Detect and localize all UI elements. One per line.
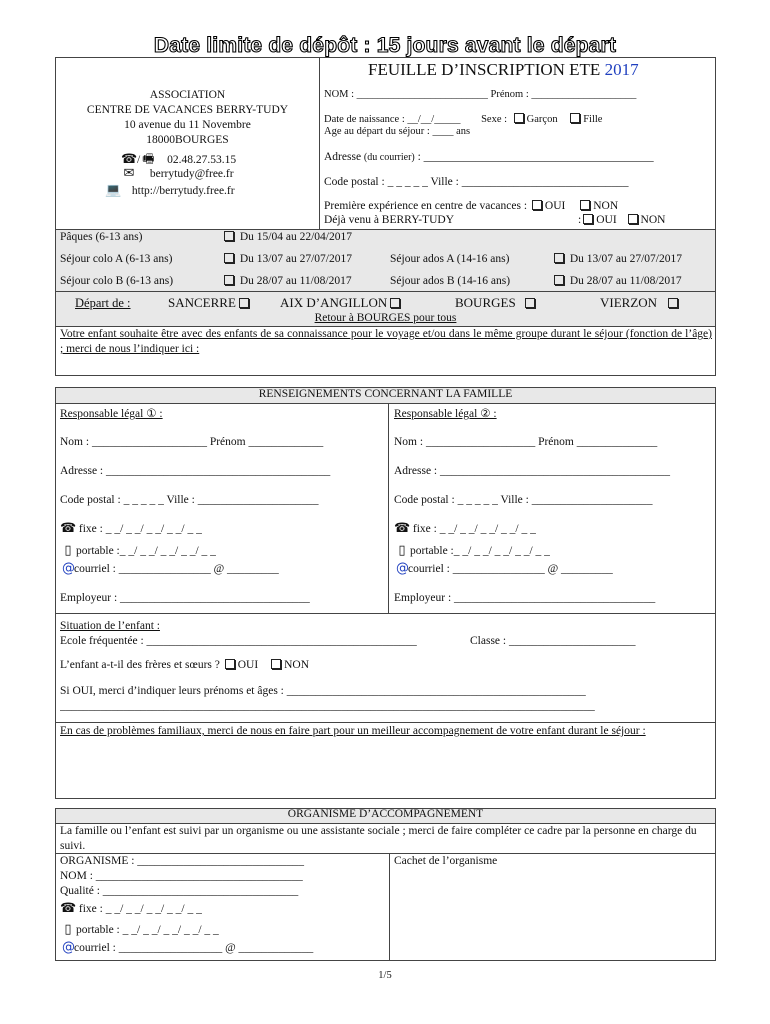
- siblings-details-field[interactable]: Si OUI, merci d’indiquer leurs prénoms et âges : ____________________________________________________: [60, 685, 586, 697]
- checkbox-icon[interactable]: [224, 275, 234, 285]
- organisme-fixe-row: [60, 901, 202, 916]
- checkbox-icon[interactable]: [514, 113, 524, 123]
- checkbox-icon[interactable]: [390, 298, 400, 308]
- phone-icon: ☎: [121, 152, 138, 167]
- checkbox-icon[interactable]: [583, 214, 593, 224]
- resp1-name-field[interactable]: Nom : ____________________ Prénom _____________: [60, 436, 324, 448]
- page-number: 1/5: [378, 970, 392, 981]
- sex-label: Sexe :: [481, 114, 508, 125]
- souhait-text: Votre enfant souhaite être avec des enfants de sa connaissance pour le voyage et/ou dans le même groupe durant le séjour (fonction de l’âge) ; merci de nous l’indiquer ici :: [60, 328, 712, 355]
- experience-label: Première expérience en centre de vacances :: [324, 200, 528, 212]
- resp2-employeur-field[interactable]: Employeur : ___________________________________: [394, 592, 656, 604]
- fax-icon: 🖷: [142, 152, 155, 167]
- ecole-field[interactable]: Ecole fréquentée : _______________________________________________: [60, 635, 417, 647]
- association-email-row: [121, 166, 234, 181]
- association-email[interactable]: berrytudy@free.fr: [149, 168, 234, 180]
- deja-venu-row: [324, 214, 454, 226]
- mobile-icon: ▯: [64, 922, 72, 937]
- retour-note: Retour à BOURGES pour tous: [314, 312, 457, 324]
- resp2-postal-field[interactable]: Code postal : _ _ _ _ _ Ville : _____________________: [394, 494, 653, 506]
- organisme-courriel-row: [62, 940, 313, 955]
- organisme-fixe-field[interactable]: fixe : _ _/ _ _/ _ _/ _ _/ _ _: [78, 903, 202, 915]
- resp2-fixe-field[interactable]: fixe : _ _/ _ _/ _ _/ _ _/ _ _: [412, 523, 536, 535]
- computer-icon: 💻: [105, 183, 122, 198]
- sejour-ados-a-dates: Du 13/07 au 27/07/2017: [569, 253, 682, 265]
- association-phone: 02.48.27.53.15: [167, 154, 237, 166]
- sejour-paques-dates-row: [224, 231, 352, 243]
- sejour-paques: Pâques (6-13 ans): [60, 231, 143, 243]
- birth-date-field[interactable]: Date de naissance : __/__/_____: [324, 114, 461, 125]
- checkbox-icon[interactable]: [580, 200, 590, 210]
- checkbox-icon[interactable]: [532, 200, 542, 210]
- resp1-title: Responsable légal ① :: [60, 408, 163, 420]
- address-label: Adresse: [324, 151, 362, 163]
- experience-no: NON: [593, 200, 619, 212]
- classe-field[interactable]: Classe : ______________________: [470, 635, 636, 647]
- organisme-portable-field[interactable]: portable : _ _/ _ _/ _ _/ _ _/ _ _: [76, 924, 219, 936]
- siblings-no: NON: [284, 659, 309, 671]
- checkbox-icon[interactable]: [224, 253, 234, 263]
- resp1-portable-field[interactable]: portable :_ _/ _ _/ _ _/ _ _/ _ _: [76, 545, 216, 557]
- siblings-row: [60, 659, 309, 671]
- experience-row: [324, 200, 618, 212]
- organisme-title: ORGANISME D’ACCOMPAGNEMENT: [287, 808, 484, 820]
- deja-venu-label: Déjà venu à BERRY-TUDY: [324, 214, 454, 226]
- form-title: [368, 60, 639, 80]
- checkbox-icon[interactable]: [570, 113, 580, 123]
- resp1-courriel-row: [62, 561, 279, 576]
- phone-icon: ☎: [60, 901, 77, 916]
- sejour-ados-b-dates-row: [554, 275, 682, 287]
- organisme-courriel-field[interactable]: courriel : __________________ @ _____________: [74, 942, 314, 954]
- resp2-name-field[interactable]: Nom : ___________________ Prénom ______________: [394, 436, 658, 448]
- at-icon: @: [62, 940, 75, 955]
- sejour-colo-b-dates-row: [224, 275, 352, 287]
- sejour-paques-dates: Du 15/04 au 22/04/2017: [239, 231, 352, 243]
- sejour-ados-b: Séjour ados B (14-16 ans): [390, 275, 511, 287]
- at-icon: @: [62, 561, 75, 576]
- organisme-contact-field[interactable]: NOM : ____________________________________: [60, 870, 303, 882]
- organisme-name-field[interactable]: ORGANISME : _____________________________: [60, 855, 305, 867]
- resp1-fixe-row: [60, 521, 202, 536]
- depart-bourges: BOURGES: [455, 295, 516, 310]
- organisme-intro: La famille ou l’enfant est suivi par un organisme ou une assistante sociale ; merci de faire compléter ce cadre par la personne en charge du suivi.: [60, 825, 697, 852]
- association-website[interactable]: http://berrytudy.free.fr: [131, 185, 235, 197]
- age-field[interactable]: Age au départ du séjour : ____ ans: [324, 126, 471, 137]
- cachet-label: Cachet de l’organisme: [394, 855, 498, 867]
- mobile-icon: ▯: [398, 543, 406, 558]
- depart-aix: AIX D’ANGILLON: [280, 295, 388, 310]
- sejour-colo-b: Séjour colo B (6-13 ans): [60, 275, 174, 287]
- association-web-row: [105, 183, 235, 198]
- sejour-ados-b-dates: Du 28/07 au 11/08/2017: [569, 275, 682, 287]
- checkbox-icon[interactable]: [554, 275, 564, 285]
- association-center: CENTRE DE VACANCES BERRY-TUDY: [86, 104, 289, 116]
- mail-icon: ✉: [123, 166, 135, 181]
- resp2-courriel-row: [396, 561, 613, 576]
- sejour-colo-a: Séjour colo A (6-13 ans): [60, 253, 173, 265]
- resp1-address-field[interactable]: Adresse : _______________________________________: [60, 465, 331, 477]
- phone-icon: ☎: [60, 521, 77, 536]
- birth-date-row: [324, 113, 602, 125]
- phone-icon: ☎: [394, 521, 411, 536]
- postal-city-field[interactable]: Code postal : _ _ _ _ _ Ville : _____________________________: [324, 176, 629, 188]
- checkbox-icon[interactable]: [554, 253, 564, 263]
- resp1-postal-field[interactable]: Code postal : _ _ _ _ _ Ville : _____________________: [60, 494, 319, 506]
- deja-venu-yes: OUI: [596, 214, 617, 226]
- checkbox-icon[interactable]: [239, 298, 249, 308]
- checkbox-icon[interactable]: [224, 231, 234, 241]
- association-phone-row: ☎/ 🖷 02.48.27.53.15: [121, 150, 236, 172]
- depart-aix-row: [280, 295, 403, 311]
- association-name: ASSOCIATION: [149, 89, 226, 101]
- address-field[interactable]: : ________________________________________: [417, 151, 654, 163]
- resp2-portable-field[interactable]: portable :_ _/ _ _/ _ _/ _ _/ _ _: [410, 545, 550, 557]
- child-name-field[interactable]: NOM : _________________________ Prénom : ____________________: [324, 89, 637, 100]
- checkbox-icon[interactable]: [525, 298, 535, 308]
- organisme-portable-row: [60, 922, 219, 937]
- sejour-colo-a-dates: Du 13/07 au 27/07/2017: [239, 253, 352, 265]
- checkbox-icon[interactable]: [668, 298, 678, 308]
- deadline-title: Date limite de dépôt : 15 jours avant le départ: [153, 34, 617, 57]
- famille-title: RENSEIGNEMENTS CONCERNANT LA FAMILLE: [258, 388, 513, 400]
- resp1-employeur-field[interactable]: Employeur : _________________________________: [60, 592, 310, 604]
- address-row: [324, 151, 654, 163]
- resp2-courriel-field[interactable]: courriel : ________________ @ _________: [408, 563, 613, 575]
- resp1-courriel-field[interactable]: courriel : ________________ @ _________: [74, 563, 279, 575]
- at-icon: @: [396, 561, 409, 576]
- resp2-title: Responsable légal ② :: [394, 408, 497, 420]
- siblings-yes: OUI: [237, 659, 259, 671]
- resp2-fixe-row: [394, 521, 536, 536]
- experience-yes: OUI: [544, 200, 566, 212]
- resp1-fixe-field[interactable]: fixe : _ _/ _ _/ _ _/ _ _/ _ _: [78, 523, 202, 535]
- resp2-address-field[interactable]: Adresse : ________________________________________: [394, 465, 670, 477]
- siblings-details-field-2[interactable]: _____________________________________________________________________________________________: [60, 700, 595, 712]
- depart-vierzon-row: [600, 295, 681, 311]
- sejour-ados-a-dates-row: [554, 253, 682, 265]
- resp1-portable-row: [60, 543, 216, 558]
- problemes-text: En cas de problèmes familiaux, merci de nous en faire part pour un meilleur accompagnement de votre enfant durant le séjour :: [60, 725, 646, 737]
- form-year: 2017: [604, 60, 639, 79]
- siblings-question: L’enfant a-t-il des frères et sœurs ?: [60, 659, 220, 671]
- sejour-ados-a: Séjour ados A (14-16 ans): [390, 253, 510, 265]
- organisme-qualite-field[interactable]: Qualité : __________________________________: [60, 885, 299, 897]
- association-street: 10 avenue du 11 Novembre: [124, 119, 251, 131]
- depart-sancerre-row: [168, 295, 252, 311]
- depart-label: Départ de :: [75, 296, 131, 310]
- form-title-text: FEUILLE D’INSCRIPTION ETE: [368, 60, 601, 79]
- depart-sancerre: SANCERRE: [168, 295, 236, 310]
- boy-option: Garçon: [526, 114, 558, 125]
- situation-title: Situation de l’enfant :: [60, 620, 160, 632]
- resp2-portable-row: [394, 543, 550, 558]
- association-city: 18000BOURGES: [146, 134, 229, 146]
- checkbox-icon[interactable]: [271, 659, 281, 669]
- depart-bourges-row: [455, 295, 538, 311]
- mobile-icon: ▯: [64, 543, 72, 558]
- depart-vierzon: VIERZON: [600, 295, 658, 310]
- girl-option: Fille: [583, 114, 603, 125]
- deja-venu-no: NON: [640, 214, 666, 226]
- deja-venu-options: : OUI NON: [578, 214, 666, 226]
- checkbox-icon[interactable]: [225, 659, 235, 669]
- address-note: (du courrier): [363, 152, 415, 163]
- checkbox-icon[interactable]: [628, 214, 638, 224]
- sejour-colo-b-dates: Du 28/07 au 11/08/2017: [239, 275, 352, 287]
- sejour-colo-a-dates-row: [224, 253, 352, 265]
